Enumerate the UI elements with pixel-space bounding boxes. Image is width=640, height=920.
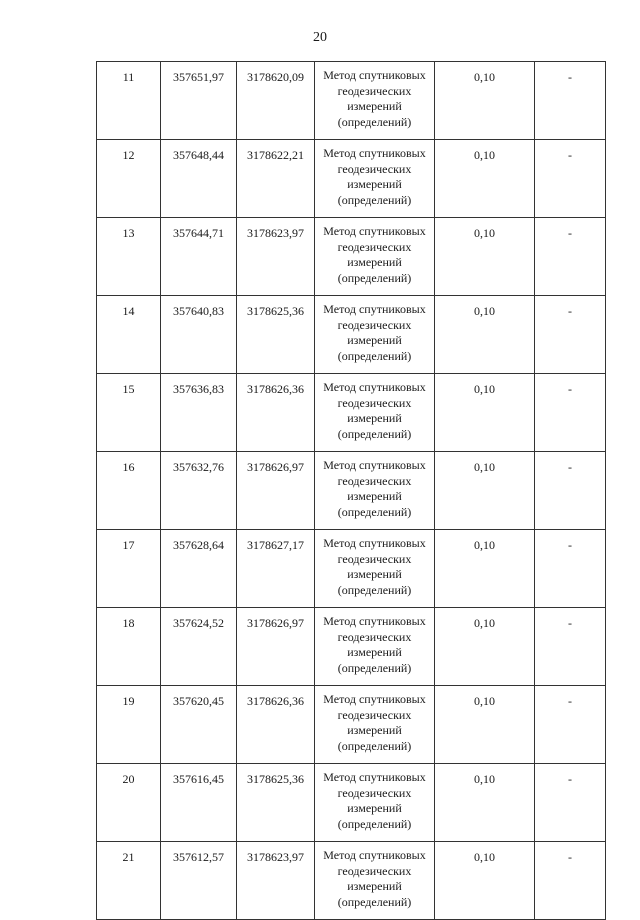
method-line: геодезических [337,161,412,176]
method-line: геодезических [337,707,412,722]
table-row [97,764,606,842]
y-coordinate-cell: 3178623,97 [237,218,315,296]
point-number-cell: 21 [97,842,161,920]
description-cell: - [535,530,606,608]
method-line: (определений) [337,426,412,441]
method-line: измерений [347,801,402,815]
point-number-cell: 17 [97,530,161,608]
method-cell [315,686,435,764]
method-line: измерений [347,99,402,113]
accuracy-cell: 0,10 [435,296,535,374]
y-coordinate-cell: 3178622,21 [237,140,315,218]
x-coordinate-cell: 357628,64 [161,530,237,608]
x-coordinate-cell: 357651,97 [161,62,237,140]
accuracy-cell: 0,10 [435,452,535,530]
accuracy-cell: 0,10 [435,764,535,842]
method-line: Метод спутниковых [323,692,426,706]
y-coordinate-cell: 3178626,36 [237,374,315,452]
method-line: измерений [347,255,402,269]
description-cell: - [535,764,606,842]
method-cell [315,608,435,686]
method-cell [315,374,435,452]
method-line: Метод спутниковых [323,302,426,316]
description-cell: - [535,452,606,530]
method-line: измерений [347,333,402,347]
x-coordinate-cell: 357624,52 [161,608,237,686]
method-line: (определений) [337,270,412,285]
method-line: Метод спутниковых [323,224,426,238]
table-row [97,62,606,140]
x-coordinate-cell: 357644,71 [161,218,237,296]
method-line: измерений [347,645,402,659]
method-cell [315,296,435,374]
y-coordinate-cell: 3178626,97 [237,452,315,530]
accuracy-cell: 0,10 [435,62,535,140]
table-row [97,608,606,686]
table-row [97,140,606,218]
description-cell: - [535,686,606,764]
table-row [97,530,606,608]
method-cell [315,842,435,920]
x-coordinate-cell: 357612,57 [161,842,237,920]
coordinates-table [96,61,606,920]
page-number: 20 [313,30,327,45]
point-number-cell: 11 [97,62,161,140]
x-coordinate-cell: 357640,83 [161,296,237,374]
method-line: Метод спутниковых [323,146,426,160]
method-line: Метод спутниковых [323,536,426,550]
point-number-cell: 13 [97,218,161,296]
point-number-cell: 15 [97,374,161,452]
x-coordinate-cell: 357636,83 [161,374,237,452]
method-line: (определений) [337,348,412,363]
method-line: (определений) [337,816,412,831]
y-coordinate-cell: 3178625,36 [237,296,315,374]
table-row [97,452,606,530]
y-coordinate-cell: 3178625,36 [237,764,315,842]
method-line: измерений [347,567,402,581]
method-cell [315,452,435,530]
description-cell: - [535,296,606,374]
method-line: (определений) [337,738,412,753]
method-line: геодезических [337,395,412,410]
table-row [97,218,606,296]
method-line: Метод спутниковых [323,614,426,628]
method-line: Метод спутниковых [323,770,426,784]
point-number-cell: 14 [97,296,161,374]
y-coordinate-cell: 3178620,09 [237,62,315,140]
method-cell [315,62,435,140]
table-row [97,842,606,920]
description-cell: - [535,62,606,140]
x-coordinate-cell: 357632,76 [161,452,237,530]
description-cell: - [535,374,606,452]
point-number-cell: 19 [97,686,161,764]
table-row [97,686,606,764]
method-line: геодезических [337,473,412,488]
method-line: геодезических [337,317,412,332]
method-line: геодезических [337,551,412,566]
accuracy-cell: 0,10 [435,842,535,920]
table-row [97,296,606,374]
method-line: Метод спутниковых [323,848,426,862]
method-line: геодезических [337,863,412,878]
method-line: (определений) [337,660,412,675]
accuracy-cell: 0,10 [435,374,535,452]
method-line: Метод спутниковых [323,380,426,394]
method-line: (определений) [337,504,412,519]
accuracy-cell: 0,10 [435,218,535,296]
x-coordinate-cell: 357616,45 [161,764,237,842]
x-coordinate-cell: 357648,44 [161,140,237,218]
method-line: (определений) [337,894,412,909]
method-line: Метод спутниковых [323,68,426,82]
method-line: (определений) [337,582,412,597]
method-line: измерений [347,723,402,737]
method-line: геодезических [337,785,412,800]
method-line: измерений [347,177,402,191]
description-cell: - [535,218,606,296]
method-cell [315,218,435,296]
method-cell [315,530,435,608]
method-line: геодезических [337,83,412,98]
y-coordinate-cell: 3178623,97 [237,842,315,920]
point-number-cell: 16 [97,452,161,530]
description-cell: - [535,842,606,920]
accuracy-cell: 0,10 [435,530,535,608]
accuracy-cell: 0,10 [435,686,535,764]
description-cell: - [535,608,606,686]
method-line: (определений) [337,114,412,129]
point-number-cell: 12 [97,140,161,218]
method-line: измерений [347,879,402,893]
method-line: измерений [347,489,402,503]
method-line: геодезических [337,239,412,254]
method-line: Метод спутниковых [323,458,426,472]
y-coordinate-cell: 3178626,97 [237,608,315,686]
point-number-cell: 20 [97,764,161,842]
method-cell [315,764,435,842]
accuracy-cell: 0,10 [435,608,535,686]
point-number-cell: 18 [97,608,161,686]
method-line: (определений) [337,192,412,207]
y-coordinate-cell: 3178627,17 [237,530,315,608]
y-coordinate-cell: 3178626,36 [237,686,315,764]
coordinates-table-body [97,62,606,920]
description-cell: - [535,140,606,218]
x-coordinate-cell: 357620,45 [161,686,237,764]
method-line: геодезических [337,629,412,644]
accuracy-cell: 0,10 [435,140,535,218]
table-row [97,374,606,452]
method-line: измерений [347,411,402,425]
method-cell [315,140,435,218]
